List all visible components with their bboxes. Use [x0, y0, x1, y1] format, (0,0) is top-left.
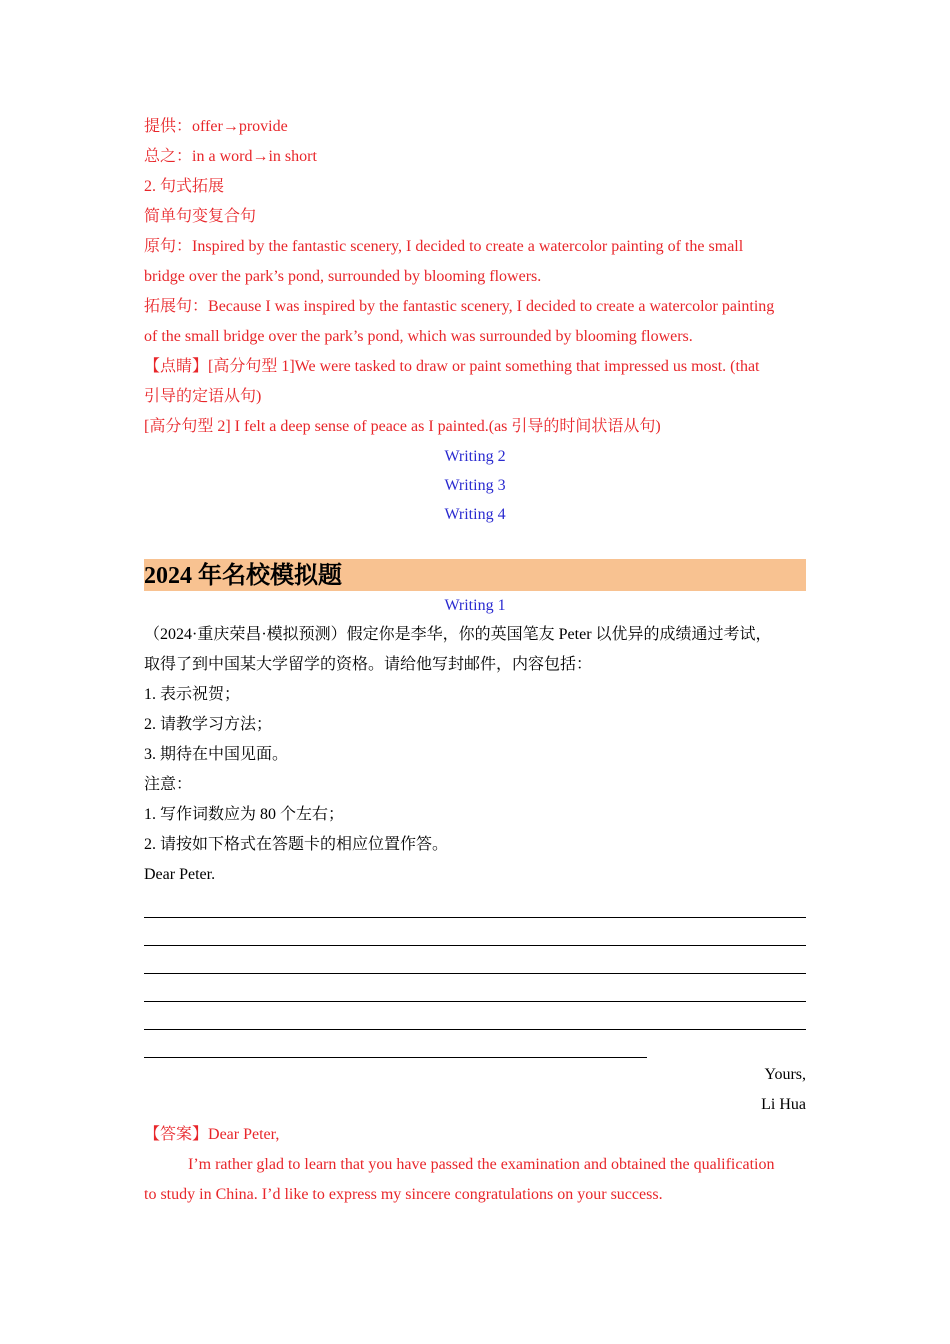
- answer-salutation-text: Dear Peter,: [208, 1126, 280, 1143]
- answer-line[interactable]: [144, 918, 806, 946]
- task-point: 2. 请教学习方法；: [144, 716, 273, 733]
- letter-closing: Yours,: [764, 1066, 806, 1083]
- writing-2-link[interactable]: Writing 2: [444, 448, 506, 465]
- replacement-text: in a word→in short: [192, 148, 317, 165]
- original-sentence-line1: [144, 232, 806, 262]
- highlight-pattern1-line2: 引导的定语从句): [144, 388, 262, 405]
- letter-salutation: Dear Peter.: [144, 866, 216, 883]
- original-sentence-line2: bridge over the park’s pond, surrounded by blooming flowers.: [144, 268, 542, 285]
- original-label: 原句：: [144, 238, 193, 255]
- expansion-subheading: 简单句变复合句: [144, 208, 257, 225]
- highlight-text: [高分句型 1]We were tasked to draw or paint something that impressed us most. (that: [208, 358, 760, 375]
- task-point: 3. 期待在中国见面。: [144, 746, 289, 763]
- section-heading: 2024 年名校模拟题: [144, 559, 806, 591]
- highlight-pattern2: [高分句型 2] I felt a deep sense of peace as I painted.(as 引导的时间状语从句): [144, 418, 661, 435]
- original-text: Inspired by the fantastic scenery, I decided to create a watercolor painting of the small: [192, 238, 744, 255]
- task-intro-line1: （2024·重庆荣昌·模拟预测）假定你是李华，你的英国笔友 Peter 以优异的成绩通过考试，: [144, 626, 772, 643]
- replacement-label: 提供：: [144, 118, 193, 135]
- replacement-provide: [144, 112, 806, 142]
- writing-4-link[interactable]: Writing 4: [444, 506, 506, 523]
- answer-line[interactable]: [144, 890, 806, 918]
- expanded-label: 拓展句：: [144, 298, 209, 315]
- document-page: [144, 112, 806, 1210]
- expanded-sentence-line1: [144, 292, 806, 322]
- task-note-label: 注意：: [144, 776, 193, 793]
- writing-1-link[interactable]: Writing 1: [444, 597, 506, 614]
- expanded-sentence-line2: of the small bridge over the park’s pond, which was surrounded by blooming flowers.: [144, 328, 693, 345]
- task-point: 1. 表示祝贺；: [144, 686, 241, 703]
- answer-paragraph-line2: to study in China. I’d like to express my sincere congratulations on your success.: [144, 1186, 663, 1203]
- answer-line[interactable]: [144, 1002, 806, 1030]
- answer-line[interactable]: [144, 974, 806, 1002]
- answer-line[interactable]: [144, 946, 806, 974]
- replacement-text: offer→provide: [192, 118, 288, 135]
- highlight-tag: 【点睛】: [144, 358, 209, 375]
- expanded-text: Because I was inspired by the fantastic scenery, I decided to create a watercolor painting: [208, 298, 775, 315]
- replacement-label: 总之：: [144, 148, 193, 165]
- task-note: 1. 写作词数应为 80 个左右；: [144, 806, 345, 823]
- answer-line[interactable]: [144, 1030, 647, 1058]
- answer-paragraph-line1: I’m rather glad to learn that you have passed the examination and obtained the qualification: [188, 1156, 775, 1173]
- replacement-in-short: [144, 142, 806, 172]
- highlight-pattern1-line1: [144, 352, 806, 382]
- task-intro-line2: 取得了到中国某大学留学的资格。请给他写封邮件，内容包括：: [144, 656, 593, 673]
- writing-3-link[interactable]: Writing 3: [444, 477, 506, 494]
- letter-signature: Li Hua: [761, 1096, 806, 1113]
- expansion-heading: 2. 句式拓展: [144, 178, 225, 195]
- answer-tag: 【答案】: [144, 1126, 209, 1143]
- task-note: 2. 请按如下格式在答题卡的相应位置作答。: [144, 836, 449, 853]
- answer-salutation: [144, 1120, 806, 1150]
